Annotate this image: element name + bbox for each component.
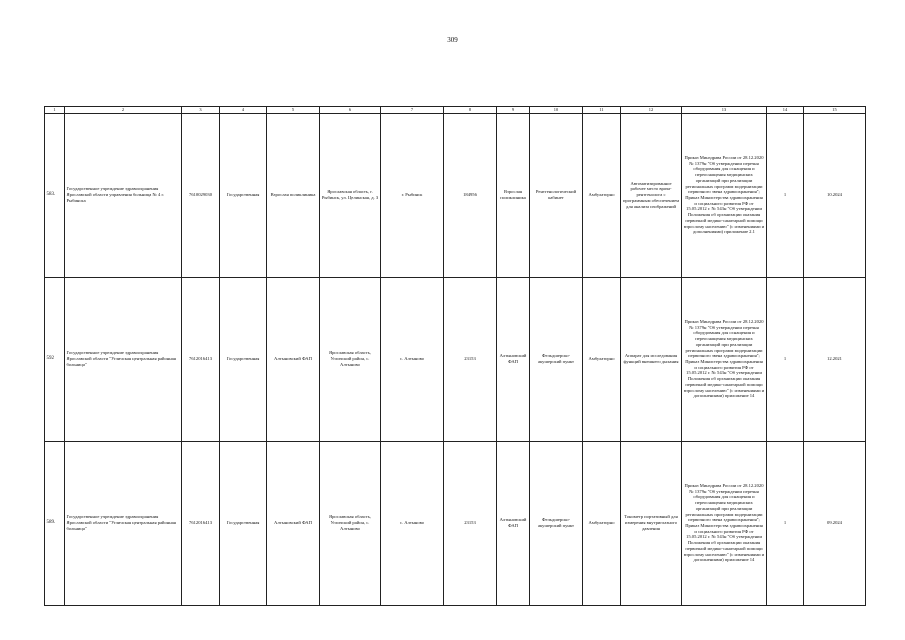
equipment-cell: Аппарат для исследования функций внешнего дыхания [621, 277, 682, 441]
page-number: 309 [447, 36, 458, 44]
type-cell: Алтыновский ФАП [497, 441, 530, 605]
address-cell: Ярославская область, Угличский район, с. Алтыново [320, 277, 381, 441]
inn-cell: 7612016413 [182, 441, 220, 605]
room-cell: Фельдшерско-акушерский пункт [530, 277, 583, 441]
equipment-cell: Тонометр портативный для измерения внутриглазного давления [621, 441, 682, 605]
column-number: 8 [444, 107, 497, 114]
column-number: 12 [621, 107, 682, 114]
quantity-cell: 1 [767, 441, 804, 605]
organization-name: Государственное учреждение здравоохранения Ярославской области "Угличская центральная районная больница" [65, 277, 182, 441]
equipment-table [44, 106, 866, 606]
column-number: 15 [804, 107, 866, 114]
settlement-cell: с. Алтыново [381, 441, 444, 605]
standard-cell: Приказ Минздрава России от 28.12.2020 № 1379н "Об утверждении перечня оборудования для оснащения и переоснащения медицинских организаций при реализации региональных программ модернизации первичного звена здравоохранения"; Приказ Министерства здравоохранения и социального развития РФ от 15.05.2012 г. № 543н "Об утверждении Положения об организации оказания первичной медико-санитарной помощи взрослому населению" (с изменениями и дополнениями) приложение 14 [682, 277, 767, 441]
column-number: 11 [583, 107, 621, 114]
ownership-cell: Государственная [220, 277, 267, 441]
table-row [45, 113, 866, 277]
column-number: 14 [767, 107, 804, 114]
date-cell: 12.2021 [804, 277, 866, 441]
column-number: 13 [682, 107, 767, 114]
profile-cell: Амбулаторно [583, 441, 621, 605]
type-cell: Взрослая поликлиника [497, 113, 530, 277]
standard-cell: Приказ Минздрава России от 28.12.2020 № 1379н "Об утверждении перечня оборудования для оснащения и переоснащения медицинских организаций при реализации региональных программ модернизации первичного звена здравоохранения"; Приказ Министерства здравоохранения и социального развития РФ от 15.05.2012 г. № 543н "Об утверждении Положения об организации оказания первичной медико-санитарной помощи взрослому населению" (с изменениями и дополнениями) приложение 14 [682, 441, 767, 605]
population-cell: 184956 [444, 113, 497, 277]
date-cell: 10.2024 [804, 113, 866, 277]
room-cell: Рентгенологический кабинет [530, 113, 583, 277]
profile-cell: Амбулаторно [583, 277, 621, 441]
standard-cell: Приказ Минздрава России от 28.12.2020 № 1379н "Об утверждении перечня оборудования для оснащения и переоснащения медицинских организаций при реализации региональных программ модернизации первичного звена здравоохранения"; Приказ Министерства здравоохранения и социального развития РФ от 15.05.2012 г. № 543н "Об утверждении Положения об организации оказания первичной медико-санитарной помощи взрослому населению" (с изменениями и дополнениями) приложение 2.1 [682, 113, 767, 277]
subdivision-cell: Алтыновский ФАП [267, 441, 320, 605]
column-number: 3 [182, 107, 220, 114]
organization-name: Государственное учреждение здравоохранения Ярославской области управления больница № 4 г. Рыбинска [65, 113, 182, 277]
table-row [45, 277, 866, 441]
column-number: 5 [267, 107, 320, 114]
row-number: 592 [45, 277, 65, 441]
column-number: 2 [65, 107, 182, 114]
address-cell: Ярославская область, Угличский район, с. Алтыново [320, 441, 381, 605]
population-cell: 23153 [444, 277, 497, 441]
subdivision-cell: Алтыновский ФАП [267, 277, 320, 441]
row-number: 589. [45, 441, 65, 605]
profile-cell: Амбулаторно [583, 113, 621, 277]
settlement-cell: с. Алтыново [381, 277, 444, 441]
ownership-cell: Государственная [220, 441, 267, 605]
type-cell: Алтыновский ФАП [497, 277, 530, 441]
column-number: 10 [530, 107, 583, 114]
column-number: 7 [381, 107, 444, 114]
inn-cell: 7610029030 [182, 113, 220, 277]
column-number: 1 [45, 107, 65, 114]
settlement-cell: г. Рыбинск [381, 113, 444, 277]
population-cell: 23153 [444, 441, 497, 605]
equipment-cell: Автоматизированное рабочее место врача-рентгенолога с программным обеспечением для анализа изображений [621, 113, 682, 277]
date-cell: 09.2024 [804, 441, 866, 605]
organization-name: Государственное учреждение здравоохранения Ярославской области "Угличская центральная районная больница" [65, 441, 182, 605]
row-number: 583. [45, 113, 65, 277]
ownership-cell: Государственная [220, 113, 267, 277]
quantity-cell: 1 [767, 113, 804, 277]
column-number: 4 [220, 107, 267, 114]
inn-cell: 7612016413 [182, 277, 220, 441]
room-cell: Фельдшерско-акушерский пункт [530, 441, 583, 605]
column-number: 6 [320, 107, 381, 114]
quantity-cell: 1 [767, 277, 804, 441]
table-row [45, 441, 866, 605]
column-number: 9 [497, 107, 530, 114]
subdivision-cell: Взрослая поликлиника [267, 113, 320, 277]
address-cell: Ярославская область, г. Рыбинск, ул. Целинская, д. 3 [320, 113, 381, 277]
